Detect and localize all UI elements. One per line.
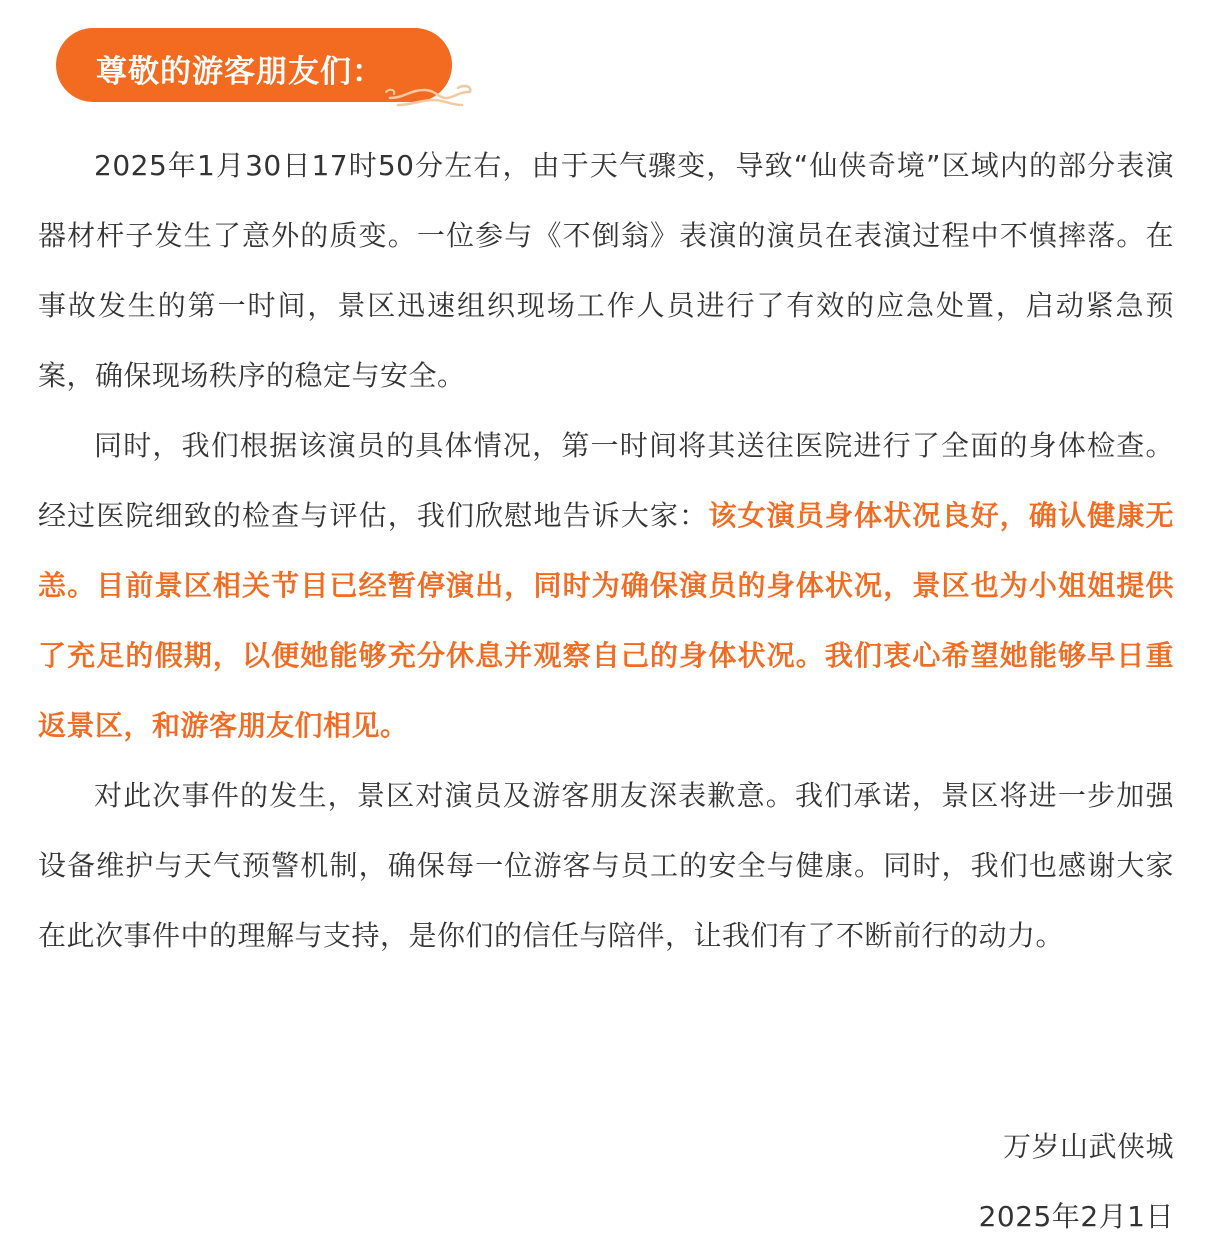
paragraph-health-update bbox=[38, 411, 1174, 761]
cloud-swirl-icon bbox=[384, 78, 476, 112]
signature-organization: 万岁山武侠城 bbox=[1002, 1130, 1174, 1163]
paragraph-health-text: 同时，我们根据该演员的具体情况，第一时间将其送往医院进行了全面的身体检查。经过医院细致的检查与评估，我们欣慰地告诉大家： bbox=[38, 429, 1174, 532]
paragraph-apology-text: 对此次事件的发生，景区对演员及游客朋友深表歉意。我们承诺，景区将进一步加强设备维护与天气预警机制，确保每一位游客与员工的安全与健康。同时，我们也感谢大家在此次事件中的理解与支持，是你们的信任与陪伴，让我们有了不断前行的动力。 bbox=[38, 779, 1174, 952]
header-title: 尊敬的游客朋友们： bbox=[96, 54, 384, 90]
paragraph-incident-text: 2025年1月30日17时50分左右，由于天气骤变，导致“仙侠奇境”区域内的部分表演器材杆子发生了意外的质变。一位参与《不倒翁》表演的演员在表演过程中不慎摔落。在事故发生的第一时间，景区迅速组织现场工作人员进行了有效的应急处置，启动紧急预案，确保现场秩序的稳定与安全。 bbox=[38, 149, 1174, 392]
highlighted-health-statement: 该女演员身体状况良好，确认健康无恙。目前景区相关节目已经暂停演出，同时为确保演员的身体状况，景区也为小姐姐提供了充足的假期，以便她能够充分休息并观察自己的身体状况。我们衷心希望她能够早日重返景区，和游客朋友们相见。 bbox=[38, 499, 1174, 742]
signature-block bbox=[979, 1112, 1174, 1252]
notice-body bbox=[38, 131, 1174, 971]
signature-date: 2025年2月1日 bbox=[978, 1200, 1174, 1233]
paragraph-incident bbox=[38, 131, 1174, 411]
paragraph-apology bbox=[38, 761, 1174, 971]
